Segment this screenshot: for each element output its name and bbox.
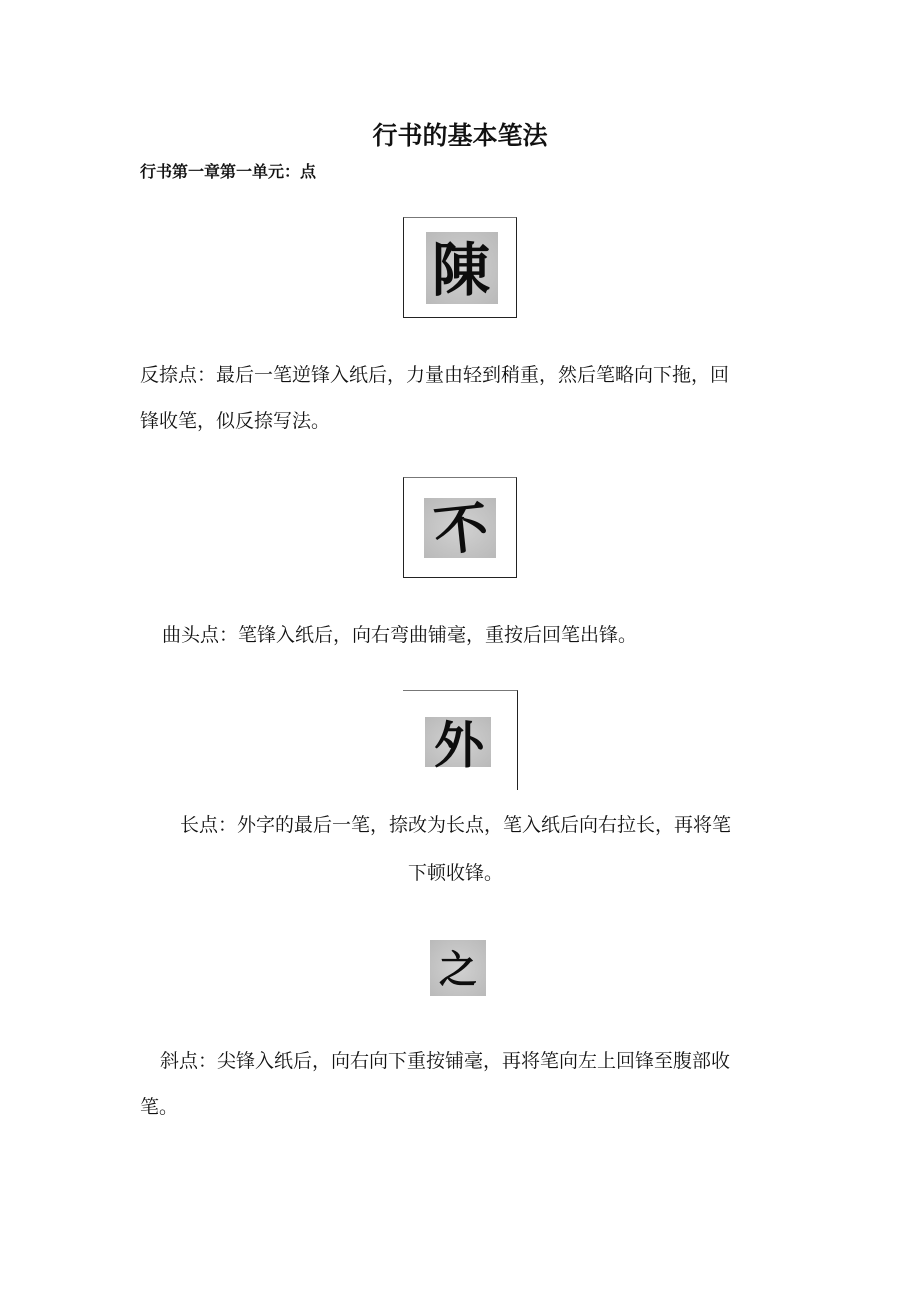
entry-1-line-2: 锋收笔，似反捺写法。 bbox=[140, 410, 331, 432]
calligraphy-glyph-zhi bbox=[430, 940, 486, 996]
calligraphy-glyph-wai bbox=[403, 691, 518, 791]
entry-3-line-1: 长点：外字的最后一笔，捺改为长点，笔入纸后向右拉长，再将笔 bbox=[180, 814, 732, 836]
calligraphy-image-bu bbox=[403, 477, 517, 578]
entry-2-line-1: 曲头点：笔锋入纸后，向右弯曲铺毫，重按后回笔出锋。 bbox=[162, 624, 638, 646]
glyph-character: 不 bbox=[430, 494, 492, 564]
entry-4-line-1: 斜点：尖锋入纸后，向右向下重按铺毫，再将笔向左上回锋至腹部收 bbox=[160, 1050, 731, 1072]
section-heading: 行书第一章第一单元：点 bbox=[140, 162, 317, 181]
entry-3-line-2: 下顿收锋。 bbox=[408, 862, 504, 884]
entry-1-line-1: 反捺点：最后一笔逆锋入纸后，力量由轻到稍重，然后笔略向下拖，回 bbox=[140, 364, 730, 386]
glyph-character: 之 bbox=[438, 946, 478, 992]
glyph-character: 外 bbox=[434, 715, 484, 775]
calligraphy-image-zhi bbox=[430, 940, 486, 996]
calligraphy-glyph-bu bbox=[404, 478, 518, 579]
glyph-character: 陳 bbox=[431, 236, 491, 304]
entry-4-line-2: 笔。 bbox=[140, 1096, 179, 1118]
calligraphy-glyph-chen bbox=[404, 218, 518, 319]
calligraphy-image-chen bbox=[403, 217, 517, 318]
calligraphy-image-wai bbox=[403, 690, 518, 790]
page-title: 行书的基本笔法 bbox=[372, 121, 548, 150]
